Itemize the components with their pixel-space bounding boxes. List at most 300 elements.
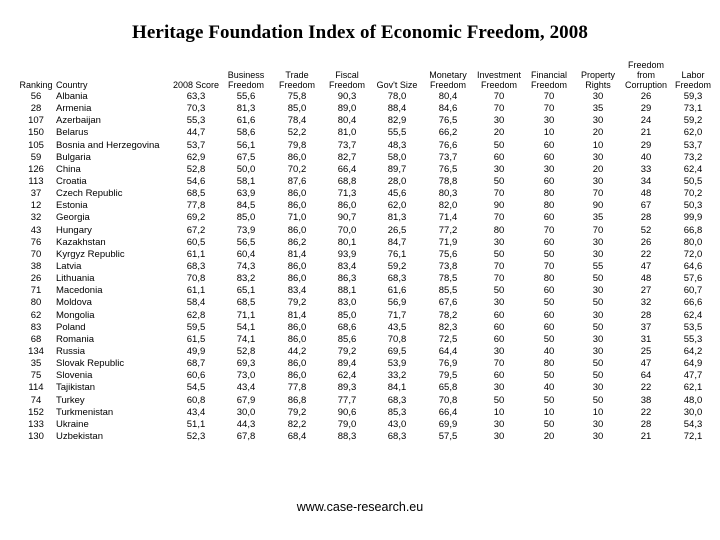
cell-monetary-freedom: 65,8 xyxy=(438,382,458,394)
cell-trade-freedom: 86,0 xyxy=(287,358,307,370)
cell-financial-freedom: 50 xyxy=(543,297,555,309)
cell-score: 61,5 xyxy=(186,333,206,345)
cell-govt-size: 45,6 xyxy=(387,188,407,200)
cell-country: Hungary xyxy=(56,224,92,236)
cell-ranking: 74 xyxy=(30,394,42,406)
cell-country: Kyrgyz Republic xyxy=(56,248,125,260)
cell-ranking: 107 xyxy=(28,115,44,127)
table-row xyxy=(18,176,716,188)
cell-monetary-freedom: 72,5 xyxy=(438,333,458,345)
cell-financial-freedom: 10 xyxy=(543,127,555,139)
cell-ranking: 76 xyxy=(30,236,42,248)
cell-score: 58,4 xyxy=(186,297,206,309)
cell-monetary-freedom: 80,3 xyxy=(438,188,458,200)
cell-ranking: 38 xyxy=(30,261,42,273)
cell-business-freedom: 73,0 xyxy=(236,370,256,382)
cell-property-rights: 50 xyxy=(592,394,604,406)
cell-business-freedom: 83,2 xyxy=(236,273,256,285)
cell-labor-freedom: 62,4 xyxy=(683,163,703,175)
cell-trade-freedom: 86,0 xyxy=(287,200,307,212)
cell-fiscal-freedom: 77,7 xyxy=(337,394,357,406)
cell-fiscal-freedom: 85,0 xyxy=(337,309,357,321)
cell-investment-freedom: 30 xyxy=(493,346,505,358)
cell-business-freedom: 63,9 xyxy=(236,188,256,200)
cell-trade-freedom: 83,4 xyxy=(287,285,307,297)
cell-govt-size: 70,8 xyxy=(387,333,407,345)
cell-score: 60,5 xyxy=(186,236,206,248)
table-row xyxy=(18,358,716,370)
cell-trade-freedom: 86,0 xyxy=(287,151,307,163)
cell-ranking: 68 xyxy=(30,333,42,345)
cell-corruption-freedom: 28 xyxy=(640,212,652,224)
cell-corruption-freedom: 24 xyxy=(640,115,652,127)
cell-govt-size: 33,2 xyxy=(387,370,407,382)
cell-country: Lithuania xyxy=(56,273,95,285)
cell-property-rights: 30 xyxy=(592,248,604,260)
cell-property-rights: 50 xyxy=(592,297,604,309)
table-row xyxy=(18,188,716,200)
cell-trade-freedom: 86,0 xyxy=(287,321,307,333)
cell-score: 53,7 xyxy=(186,139,206,151)
cell-score: 77,8 xyxy=(186,200,206,212)
cell-fiscal-freedom: 62,4 xyxy=(337,370,357,382)
cell-ranking: 43 xyxy=(30,224,42,236)
cell-fiscal-freedom: 79,0 xyxy=(337,418,357,430)
cell-business-freedom: 65,1 xyxy=(236,285,256,297)
cell-fiscal-freedom: 88,3 xyxy=(337,431,357,442)
cell-labor-freedom: 64,9 xyxy=(683,358,703,370)
cell-trade-freedom: 82,2 xyxy=(287,418,307,430)
cell-score: 54,6 xyxy=(186,176,206,188)
cell-corruption-freedom: 25 xyxy=(640,346,652,358)
cell-financial-freedom: 50 xyxy=(543,333,555,345)
cell-property-rights: 10 xyxy=(592,139,604,151)
cell-fiscal-freedom: 73,7 xyxy=(337,139,357,151)
cell-score: 68,3 xyxy=(186,261,206,273)
cell-labor-freedom: 64,6 xyxy=(683,261,703,273)
cell-score: 52,8 xyxy=(186,163,206,175)
cell-country: Turkmenistan xyxy=(56,406,114,418)
cell-score: 59,5 xyxy=(186,321,206,333)
cell-property-rights: 30 xyxy=(592,115,604,127)
cell-country: China xyxy=(56,163,81,175)
cell-ranking: 133 xyxy=(28,418,44,430)
cell-score: 61,1 xyxy=(186,285,206,297)
cell-business-freedom: 44,3 xyxy=(236,418,256,430)
cell-investment-freedom: 60 xyxy=(493,333,505,345)
cell-score: 62,8 xyxy=(186,309,206,321)
cell-corruption-freedom: 34 xyxy=(640,176,652,188)
cell-trade-freedom: 75,8 xyxy=(287,91,307,103)
cell-country: Uzbekistan xyxy=(56,431,103,442)
cell-labor-freedom: 66,6 xyxy=(683,297,703,309)
cell-investment-freedom: 60 xyxy=(493,309,505,321)
cell-monetary-freedom: 66,4 xyxy=(438,406,458,418)
cell-fiscal-freedom: 71,3 xyxy=(337,188,357,200)
cell-financial-freedom: 50 xyxy=(543,418,555,430)
cell-govt-size: 48,3 xyxy=(387,139,407,151)
cell-investment-freedom: 50 xyxy=(493,248,505,260)
cell-ranking: 114 xyxy=(28,382,44,394)
cell-trade-freedom: 86,2 xyxy=(287,236,307,248)
cell-trade-freedom: 86,0 xyxy=(287,224,307,236)
cell-investment-freedom: 30 xyxy=(493,115,505,127)
cell-ranking: 75 xyxy=(30,370,42,382)
cell-country: Slovenia xyxy=(56,370,93,382)
cell-score: 44,7 xyxy=(186,127,206,139)
cell-corruption-freedom: 21 xyxy=(640,431,652,442)
cell-ranking: 59 xyxy=(30,151,42,163)
cell-property-rights: 50 xyxy=(592,358,604,370)
cell-property-rights: 30 xyxy=(592,431,604,442)
cell-labor-freedom: 70,2 xyxy=(683,188,703,200)
cell-trade-freedom: 52,2 xyxy=(287,127,307,139)
cell-property-rights: 20 xyxy=(592,127,604,139)
cell-labor-freedom: 99,9 xyxy=(683,212,703,224)
cell-financial-freedom: 70 xyxy=(543,91,555,103)
cell-monetary-freedom: 82,0 xyxy=(438,200,458,212)
cell-investment-freedom: 30 xyxy=(493,163,505,175)
cell-ranking: 152 xyxy=(28,406,44,418)
cell-labor-freedom: 80,0 xyxy=(683,236,703,248)
cell-govt-size: 59,2 xyxy=(387,261,407,273)
cell-fiscal-freedom: 86,0 xyxy=(337,200,357,212)
cell-ranking: 62 xyxy=(30,309,42,321)
cell-corruption-freedom: 22 xyxy=(640,382,652,394)
cell-trade-freedom: 79,2 xyxy=(287,406,307,418)
table-row xyxy=(18,419,716,431)
table-row xyxy=(18,237,716,249)
cell-labor-freedom: 73,2 xyxy=(683,151,703,163)
cell-business-freedom: 61,6 xyxy=(236,115,256,127)
cell-financial-freedom: 60 xyxy=(543,285,555,297)
cell-corruption-freedom: 26 xyxy=(640,91,652,103)
cell-investment-freedom: 70 xyxy=(493,261,505,273)
cell-country: Mongolia xyxy=(56,309,95,321)
cell-govt-size: 28,0 xyxy=(387,176,407,188)
table-row xyxy=(18,249,716,261)
col-header-business-freedom: Business Freedom xyxy=(227,70,265,90)
cell-financial-freedom: 60 xyxy=(543,309,555,321)
cell-trade-freedom: 77,8 xyxy=(287,382,307,394)
cell-country: Turkey xyxy=(56,394,85,406)
cell-business-freedom: 43,4 xyxy=(236,382,256,394)
cell-labor-freedom: 59,3 xyxy=(683,91,703,103)
cell-monetary-freedom: 73,8 xyxy=(438,261,458,273)
cell-corruption-freedom: 22 xyxy=(640,248,652,260)
cell-govt-size: 85,3 xyxy=(387,406,407,418)
cell-monetary-freedom: 64,4 xyxy=(438,346,458,358)
table-row xyxy=(18,395,716,407)
cell-property-rights: 30 xyxy=(592,418,604,430)
table-row xyxy=(18,407,716,419)
cell-country: Ukraine xyxy=(56,418,89,430)
table-row xyxy=(18,91,716,103)
cell-corruption-freedom: 21 xyxy=(640,127,652,139)
cell-property-rights: 30 xyxy=(592,309,604,321)
table-row xyxy=(18,431,716,443)
cell-business-freedom: 56,5 xyxy=(236,236,256,248)
cell-trade-freedom: 86,0 xyxy=(287,333,307,345)
cell-investment-freedom: 50 xyxy=(493,139,505,151)
cell-financial-freedom: 70 xyxy=(543,103,555,115)
cell-investment-freedom: 30 xyxy=(493,297,505,309)
cell-ranking: 28 xyxy=(30,103,42,115)
cell-monetary-freedom: 78,5 xyxy=(438,273,458,285)
cell-monetary-freedom: 76,9 xyxy=(438,358,458,370)
cell-investment-freedom: 20 xyxy=(493,127,505,139)
cell-fiscal-freedom: 85,6 xyxy=(337,333,357,345)
cell-labor-freedom: 62,1 xyxy=(683,382,703,394)
cell-property-rights: 30 xyxy=(592,91,604,103)
source-footer: www.case-research.eu xyxy=(296,500,424,514)
cell-ranking: 12 xyxy=(30,200,42,212)
col-header-country: Country xyxy=(56,80,88,90)
cell-monetary-freedom: 78,2 xyxy=(438,309,458,321)
cell-country: Georgia xyxy=(56,212,90,224)
cell-corruption-freedom: 26 xyxy=(640,236,652,248)
cell-labor-freedom: 50,5 xyxy=(683,176,703,188)
cell-govt-size: 68,3 xyxy=(387,273,407,285)
cell-financial-freedom: 40 xyxy=(543,382,555,394)
cell-investment-freedom: 60 xyxy=(493,321,505,333)
table-row xyxy=(18,212,716,224)
table-row xyxy=(18,152,716,164)
cell-property-rights: 10 xyxy=(592,406,604,418)
cell-score: 60,8 xyxy=(186,394,206,406)
cell-financial-freedom: 60 xyxy=(543,139,555,151)
cell-ranking: 32 xyxy=(30,212,42,224)
col-header-labor-freedom: Labor Freedom xyxy=(674,70,711,90)
cell-investment-freedom: 50 xyxy=(493,394,505,406)
page-title: Heritage Foundation Index of Economic Freedom, 2008 xyxy=(132,22,588,43)
cell-country: Azerbaijan xyxy=(56,115,101,127)
cell-trade-freedom: 68,4 xyxy=(287,431,307,442)
cell-fiscal-freedom: 83,4 xyxy=(337,261,357,273)
table-row xyxy=(18,115,716,127)
cell-country: Albania xyxy=(56,91,88,103)
cell-fiscal-freedom: 89,0 xyxy=(337,103,357,115)
cell-ranking: 105 xyxy=(28,139,44,151)
cell-govt-size: 61,6 xyxy=(387,285,407,297)
cell-corruption-freedom: 28 xyxy=(640,418,652,430)
cell-score: 43,4 xyxy=(186,406,206,418)
cell-ranking: 130 xyxy=(28,431,44,442)
cell-govt-size: 69,5 xyxy=(387,346,407,358)
cell-monetary-freedom: 71,9 xyxy=(438,236,458,248)
cell-labor-freedom: 50,3 xyxy=(683,200,703,212)
cell-property-rights: 30 xyxy=(592,236,604,248)
cell-business-freedom: 73,9 xyxy=(236,224,256,236)
cell-monetary-freedom: 80,4 xyxy=(438,91,458,103)
cell-trade-freedom: 71,0 xyxy=(287,212,307,224)
cell-score: 49,9 xyxy=(186,346,206,358)
cell-business-freedom: 69,3 xyxy=(236,358,256,370)
cell-trade-freedom: 79,2 xyxy=(287,297,307,309)
cell-corruption-freedom: 67 xyxy=(640,200,652,212)
cell-corruption-freedom: 47 xyxy=(640,261,652,273)
cell-govt-size: 84,1 xyxy=(387,382,407,394)
col-header-trade-freedom: Trade Freedom xyxy=(278,70,315,90)
cell-corruption-freedom: 38 xyxy=(640,394,652,406)
cell-score: 63,3 xyxy=(186,91,206,103)
cell-monetary-freedom: 82,3 xyxy=(438,321,458,333)
cell-business-freedom: 74,3 xyxy=(236,261,256,273)
cell-labor-freedom: 62,4 xyxy=(683,309,703,321)
cell-govt-size: 68,3 xyxy=(387,431,407,442)
cell-labor-freedom: 55,3 xyxy=(683,333,703,345)
col-header-corruption-freedom: Freedom from Corruption xyxy=(624,60,668,90)
cell-monetary-freedom: 76,5 xyxy=(438,163,458,175)
cell-financial-freedom: 80 xyxy=(543,358,555,370)
cell-business-freedom: 67,5 xyxy=(236,151,256,163)
cell-business-freedom: 58,6 xyxy=(236,127,256,139)
cell-financial-freedom: 50 xyxy=(543,370,555,382)
cell-govt-size: 82,9 xyxy=(387,115,407,127)
cell-country: Moldova xyxy=(56,297,92,309)
cell-financial-freedom: 60 xyxy=(543,151,555,163)
cell-corruption-freedom: 31 xyxy=(640,333,652,345)
cell-govt-size: 58,0 xyxy=(387,151,407,163)
cell-trade-freedom: 86,0 xyxy=(287,370,307,382)
cell-property-rights: 50 xyxy=(592,370,604,382)
cell-property-rights: 70 xyxy=(592,224,604,236)
cell-business-freedom: 68,5 xyxy=(236,297,256,309)
cell-monetary-freedom: 67,6 xyxy=(438,297,458,309)
cell-fiscal-freedom: 83,0 xyxy=(337,297,357,309)
cell-corruption-freedom: 27 xyxy=(640,285,652,297)
cell-investment-freedom: 30 xyxy=(493,382,505,394)
cell-trade-freedom: 86,0 xyxy=(287,188,307,200)
cell-labor-freedom: 66,8 xyxy=(683,224,703,236)
cell-govt-size: 55,5 xyxy=(387,127,407,139)
cell-govt-size: 62,0 xyxy=(387,200,407,212)
table-row xyxy=(18,127,716,139)
cell-monetary-freedom: 57,5 xyxy=(438,431,458,442)
cell-investment-freedom: 90 xyxy=(493,200,505,212)
cell-labor-freedom: 64,2 xyxy=(683,346,703,358)
cell-business-freedom: 55,6 xyxy=(236,91,256,103)
cell-fiscal-freedom: 81,0 xyxy=(337,127,357,139)
cell-investment-freedom: 70 xyxy=(493,358,505,370)
cell-fiscal-freedom: 80,1 xyxy=(337,236,357,248)
cell-investment-freedom: 70 xyxy=(493,212,505,224)
cell-financial-freedom: 70 xyxy=(543,224,555,236)
cell-labor-freedom: 30,0 xyxy=(683,406,703,418)
cell-business-freedom: 74,1 xyxy=(236,333,256,345)
cell-trade-freedom: 70,2 xyxy=(287,163,307,175)
cell-business-freedom: 58,1 xyxy=(236,176,256,188)
cell-labor-freedom: 59,2 xyxy=(683,115,703,127)
cell-financial-freedom: 10 xyxy=(543,406,555,418)
table-row xyxy=(18,200,716,212)
cell-monetary-freedom: 70,8 xyxy=(438,394,458,406)
cell-investment-freedom: 70 xyxy=(493,273,505,285)
cell-financial-freedom: 20 xyxy=(543,431,555,442)
cell-financial-freedom: 30 xyxy=(543,115,555,127)
cell-investment-freedom: 60 xyxy=(493,370,505,382)
cell-corruption-freedom: 37 xyxy=(640,321,652,333)
cell-business-freedom: 56,1 xyxy=(236,139,256,151)
cell-score: 61,1 xyxy=(186,248,206,260)
cell-govt-size: 89,7 xyxy=(387,163,407,175)
cell-business-freedom: 52,8 xyxy=(236,346,256,358)
cell-business-freedom: 84,5 xyxy=(236,200,256,212)
cell-corruption-freedom: 52 xyxy=(640,224,652,236)
cell-trade-freedom: 87,6 xyxy=(287,176,307,188)
cell-fiscal-freedom: 89,3 xyxy=(337,382,357,394)
col-header-score: 2008 Score xyxy=(172,80,220,90)
cell-ranking: 113 xyxy=(28,176,44,188)
cell-monetary-freedom: 85,5 xyxy=(438,285,458,297)
cell-labor-freedom: 48,0 xyxy=(683,394,703,406)
cell-financial-freedom: 60 xyxy=(543,321,555,333)
header-row xyxy=(18,58,716,91)
cell-monetary-freedom: 77,2 xyxy=(438,224,458,236)
cell-property-rights: 35 xyxy=(592,212,604,224)
cell-fiscal-freedom: 90,3 xyxy=(337,91,357,103)
cell-financial-freedom: 70 xyxy=(543,261,555,273)
cell-score: 67,2 xyxy=(186,224,206,236)
cell-country: Czech Republic xyxy=(56,188,123,200)
cell-business-freedom: 50,0 xyxy=(236,163,256,175)
col-header-ranking: Ranking xyxy=(19,80,53,90)
cell-monetary-freedom: 69,9 xyxy=(438,418,458,430)
cell-country: Romania xyxy=(56,333,95,345)
cell-govt-size: 53,9 xyxy=(387,358,407,370)
cell-monetary-freedom: 73,7 xyxy=(438,151,458,163)
cell-country: Macedonia xyxy=(56,285,103,297)
cell-govt-size: 78,0 xyxy=(387,91,407,103)
cell-score: 62,9 xyxy=(186,151,206,163)
cell-corruption-freedom: 33 xyxy=(640,163,652,175)
cell-financial-freedom: 30 xyxy=(543,163,555,175)
table-row xyxy=(18,140,716,152)
cell-property-rights: 30 xyxy=(592,151,604,163)
cell-country: Croatia xyxy=(56,176,87,188)
cell-property-rights: 30 xyxy=(592,176,604,188)
cell-property-rights: 35 xyxy=(592,103,604,115)
cell-monetary-freedom: 71,4 xyxy=(438,212,458,224)
cell-ranking: 126 xyxy=(28,163,44,175)
cell-fiscal-freedom: 70,0 xyxy=(337,224,357,236)
cell-investment-freedom: 60 xyxy=(493,151,505,163)
cell-monetary-freedom: 84,6 xyxy=(438,103,458,115)
cell-fiscal-freedom: 88,1 xyxy=(337,285,357,297)
cell-govt-size: 84,7 xyxy=(387,236,407,248)
cell-corruption-freedom: 48 xyxy=(640,273,652,285)
cell-business-freedom: 71,1 xyxy=(236,309,256,321)
cell-fiscal-freedom: 89,4 xyxy=(337,358,357,370)
cell-business-freedom: 54,1 xyxy=(236,321,256,333)
cell-labor-freedom: 60,7 xyxy=(683,285,703,297)
cell-fiscal-freedom: 86,3 xyxy=(337,273,357,285)
cell-investment-freedom: 70 xyxy=(493,91,505,103)
cell-score: 70,3 xyxy=(186,103,206,115)
cell-country: Armenia xyxy=(56,103,92,115)
cell-labor-freedom: 57,6 xyxy=(683,273,703,285)
cell-ranking: 37 xyxy=(30,188,42,200)
cell-score: 51,1 xyxy=(186,418,206,430)
cell-govt-size: 88,4 xyxy=(387,103,407,115)
cell-trade-freedom: 86,8 xyxy=(287,394,307,406)
cell-monetary-freedom: 66,2 xyxy=(438,127,458,139)
cell-govt-size: 43,5 xyxy=(387,321,407,333)
cell-investment-freedom: 10 xyxy=(493,406,505,418)
table-row xyxy=(18,334,716,346)
table-row xyxy=(18,103,716,115)
table-row xyxy=(18,273,716,285)
